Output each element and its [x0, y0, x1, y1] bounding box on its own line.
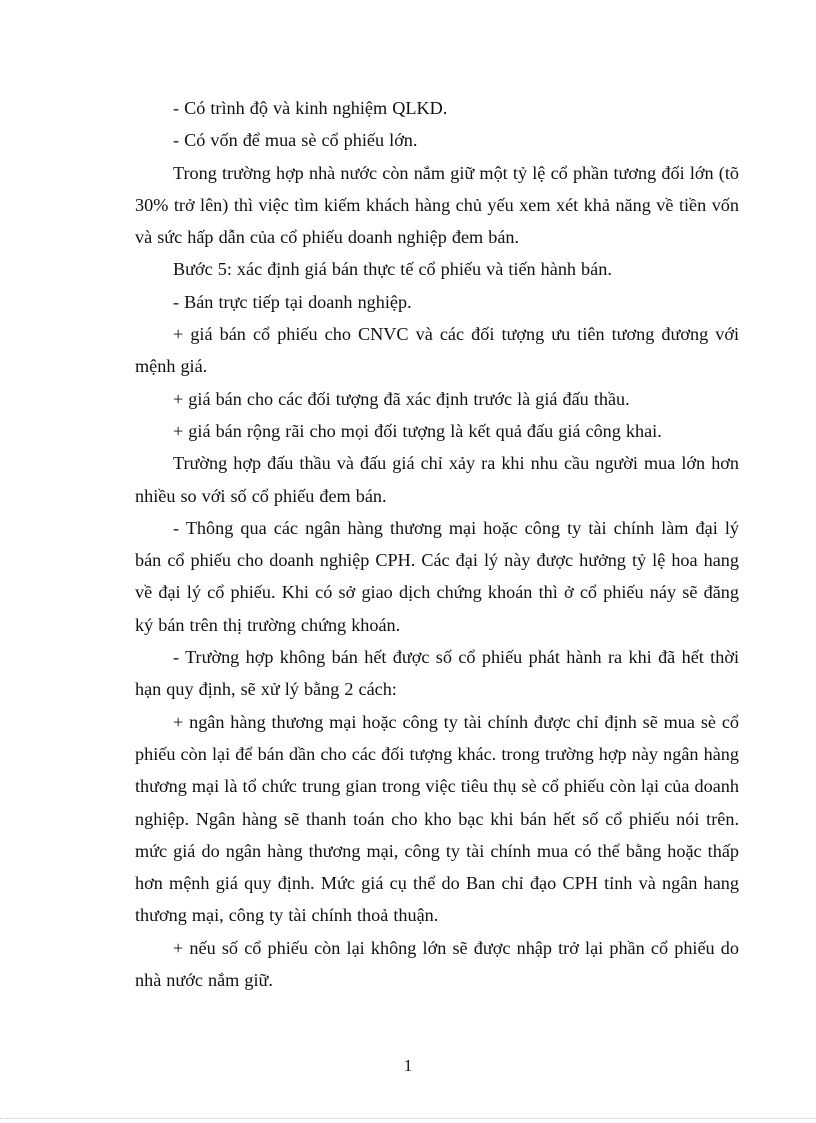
paragraph-5: - Bán trực tiếp tại doanh nghiệp.	[173, 291, 412, 312]
paragraph-9: Trường hợp đấu thầu và đấu giá chỉ xảy ra khi nhu cầu người mua lớn hơn nhiều so với số cổ phiếu đem bán.	[135, 453, 739, 506]
paragraph-4: Bước 5: xác định giá bán thực tế cổ phiếu và tiến hành bán.	[173, 259, 612, 280]
paragraph-2: - Có vốn để mua sè cổ phiếu lớn.	[173, 130, 418, 151]
paragraph-13: + nếu số cổ phiếu còn lại không lớn sẽ được nhập trở lại phần cổ phiếu do nhà nước nắm giữ.	[135, 937, 739, 991]
paragraph-10: - Thông qua các ngân hàng thương mại hoặc công ty tài chính làm đại lý bán cổ phiếu cho doanh nghiệp CPH. Các đại lý này được hưởng tỷ lệ hoa hang về đại lý cổ phiếu. Khi có sở giao dịch chứng khoán thì ở cổ phiếu náy sẽ đăng ký bán trên thị trường chứng khoán.	[135, 517, 739, 635]
paragraph-3: Trong trường hợp nhà nước còn nắm giữ một tỷ lệ cổ phần tương đối lớn (tõ 30% trở lên) thì việc tìm kiếm khách hàng chủ yếu xem xét khả năng về tiền vốn và sức hấp dẫn của cổ phiếu doanh nghiệp đem bán.	[135, 162, 739, 248]
page-number: 1	[403, 1056, 413, 1075]
page-bottom-divider	[0, 1118, 816, 1119]
paragraph-1: - Có trình độ và kinh nghiệm QLKD.	[173, 98, 448, 118]
paragraph-6: + giá bán cổ phiếu cho CNVC và các đối tượng ưu tiên tương đương với mệnh giá.	[135, 324, 739, 377]
paragraph-7: + giá bán cho các đối tượng đã xác định trước là giá đấu thầu.	[173, 388, 630, 409]
paragraph-12: + ngân hàng thương mại hoặc công ty tài chính được chỉ định sẽ mua sè cổ phiếu còn lại để bán dần cho các đối tượng khác. trong trường hợp này ngân hàng thương mại là tổ chức trung gian trong việc tiêu thụ sè cổ phiếu còn lại của doanh nghiệp. Ngân hàng sẽ thanh toán cho kho bạc khi bán hết số cổ phiếu nói trên. mức giá do ngân hàng thương mại, công ty tài chính mua có thể bằng hoặc thấp hơn mệnh giá quy định. Mức giá cụ thể do Ban chỉ đạo CPH tỉnh và ngân hang thương mại, công ty tài chính thoả thuận.	[135, 711, 739, 926]
body-text	[135, 92, 739, 996]
paragraph-11: - Trường hợp không bán hết được số cổ phiếu phát hành ra khi đã hết thời hạn quy định, sẽ xử lý bằng 2 cách:	[135, 647, 739, 700]
paragraph-8: + giá bán rộng rãi cho mọi đối tượng là kết quả đấu giá công khai.	[173, 420, 662, 441]
